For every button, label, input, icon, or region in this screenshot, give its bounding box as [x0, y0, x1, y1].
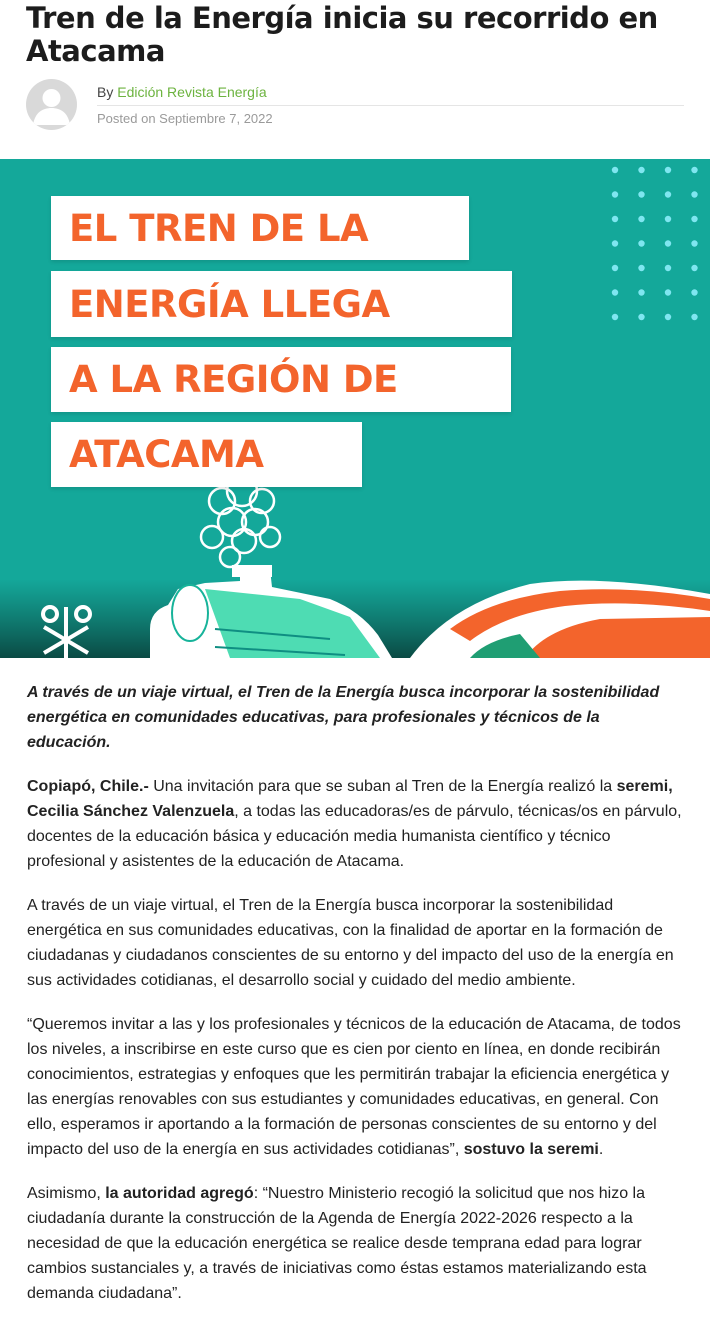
- decorative-dot: [638, 265, 644, 271]
- hero-image: [0, 159, 710, 658]
- paragraph: Copiapó, Chile.- Una invitación para que se suban al Tren de la Energía realizó la seremi, Cecilia Sánchez Valenzuela, a todas las educadoras/es de párvulo, técnicas/os en párvulo, docentes de la educación básica y educación media humanista científico y técnico profesional y asistentes de la educación de Atacama.: [27, 778, 682, 870]
- decorative-dot: [665, 167, 671, 173]
- decorative-dot: [612, 314, 618, 320]
- decorative-dot: [691, 265, 697, 271]
- dot-grid-decoration: [612, 167, 698, 320]
- decorative-dot: [638, 289, 644, 295]
- author-avatar[interactable]: [26, 79, 77, 130]
- decorative-dot: [612, 191, 618, 197]
- meta-divider: [97, 105, 684, 106]
- paragraph: A través de un viaje virtual, el Tren de la Energía busca incorporar la sostenibilidad energética en sus comunidades educativas, con la finalidad de aportar en la formación de ciudadanas y ciudadanos conscientes de su entorno y del impacto del uso de la energía en sus actividades cotidianas, el desarrollo social y cuidado del medio ambiente.: [27, 897, 674, 989]
- decorative-dot: [612, 289, 618, 295]
- decorative-dot: [665, 191, 671, 197]
- decorative-dot: [691, 191, 697, 197]
- decorative-dot: [638, 216, 644, 222]
- decorative-dot: [638, 191, 644, 197]
- hero-banner-line: ATACAMA: [51, 422, 362, 487]
- posted-date: Posted on Septiembre 7, 2022: [97, 111, 273, 126]
- decorative-dot: [612, 216, 618, 222]
- article-body: [27, 680, 687, 1325]
- decorative-dot: [665, 289, 671, 295]
- decorative-dot: [665, 265, 671, 271]
- decorative-dot: [612, 265, 618, 271]
- user-silhouette-icon: [26, 79, 77, 130]
- decorative-dot: [612, 167, 618, 173]
- decorative-dot: [691, 289, 697, 295]
- paragraph: Asimismo, la autoridad agregó: “Nuestro Ministerio recogió la solicitud que nos hizo la ciudadanía durante la construcción de la Agenda de Energía 2022-2026 respecto a la necesidad de que la educación energética se realice desde temprana edad para lograr cambios sustanciales y, a través de iniciativas como éstas estamos materializando esta demanda ciudadana”.: [27, 1185, 647, 1302]
- decorative-dot: [691, 240, 697, 246]
- decorative-dot: [691, 167, 697, 173]
- byline-prefix: By: [97, 84, 114, 100]
- author-link[interactable]: Edición Revista Energía: [117, 84, 267, 100]
- article-lead: A través de un viaje virtual, el Tren de la Energía busca incorporar la sostenibilidad energética en comunidades educativas, para profesionales y técnicos de la educación.: [27, 684, 660, 751]
- decorative-dot: [638, 167, 644, 173]
- byline: [97, 84, 267, 100]
- decorative-dot: [612, 240, 618, 246]
- decorative-dot: [638, 314, 644, 320]
- article-title: Tren de la Energía inicia su recorrido en Atacama: [26, 1, 658, 68]
- decorative-dot: [638, 240, 644, 246]
- paragraph: “Queremos invitar a las y los profesionales y técnicos de la educación de Atacama, de todos los niveles, a inscribirse en este curso que es cien por ciento en línea, en donde recibirán conocimientos, estrategias y enfoques que les permitirán trabajar la eficiencia energética y las energías renovables con sus estudiantes y comunidades educativas, en general. Con ello, esperamos ir aportando a la formación de personas conscientes de su entorno y del impacto del uso de la energía en sus actividades cotidianas”, sostuvo la seremi.: [27, 1016, 681, 1158]
- decorative-dot: [691, 314, 697, 320]
- steam-cloud-icon: [201, 476, 280, 567]
- decorative-dot: [691, 216, 697, 222]
- hero-banner-line: A LA REGIÓN DE: [51, 347, 511, 412]
- decorative-dot: [665, 240, 671, 246]
- hero-banner-line: ENERGÍA LLEGA: [51, 271, 512, 337]
- hero-banner-line: EL TREN DE LA: [51, 196, 469, 260]
- decorative-dot: [665, 314, 671, 320]
- decorative-dot: [665, 216, 671, 222]
